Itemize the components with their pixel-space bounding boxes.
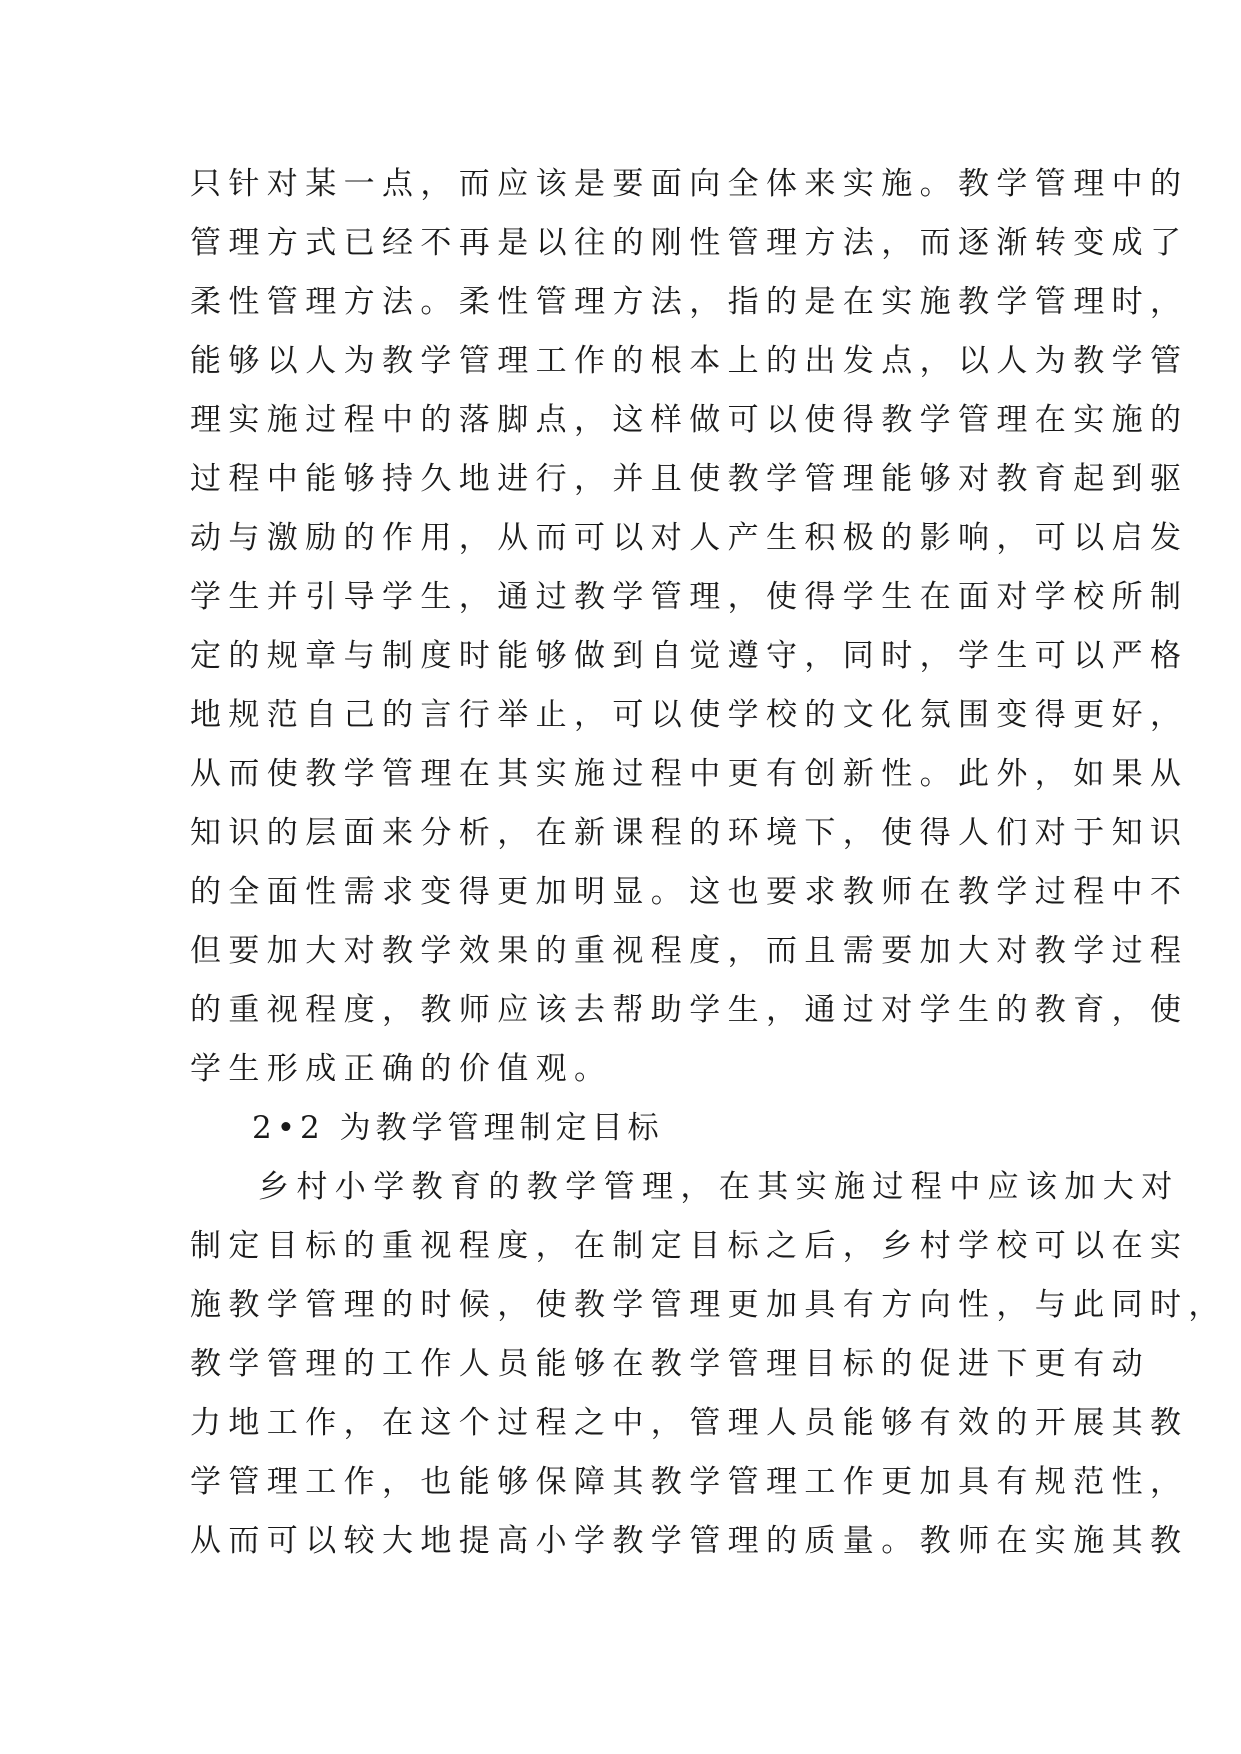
- paragraph-first-line: 乡村小学教育的教学管理，在其实施过程中应该加大对: [258, 1169, 1180, 1205]
- text-line: 理实施过程中的落脚点，这样做可以使得教学管理在实施的: [190, 402, 1189, 438]
- text-line: 过程中能够持久地进行，并且使教学管理能够对教育起到驱: [190, 461, 1189, 497]
- text-line: 制定目标的重视程度，在制定目标之后，乡村学校可以在实: [190, 1228, 1189, 1264]
- section-heading: 2•2 为教学管理制定目标: [252, 1110, 664, 1146]
- text-line: 柔性管理方法。柔性管理方法，指的是在实施教学管理时，: [190, 284, 1189, 320]
- text-line: 从而使教学管理在其实施过程中更有创新性。此外，如果从: [190, 756, 1189, 792]
- text-line: 但要加大对教学效果的重视程度，而且需要加大对教学过程: [190, 933, 1189, 969]
- text-line: 能够以人为教学管理工作的根本上的出发点，以人为教学管: [190, 343, 1189, 379]
- text-line: 知识的层面来分析，在新课程的环境下，使得人们对于知识: [190, 815, 1189, 851]
- text-line: 的全面性需求变得更加明显。这也要求教师在教学过程中不: [190, 874, 1189, 910]
- text-line: 的重视程度，教师应该去帮助学生，通过对学生的教育，使: [190, 992, 1189, 1028]
- text-line: 学管理工作，也能够保障其教学管理工作更加具有规范性，: [190, 1464, 1189, 1500]
- text-line: 管理方式已经不再是以往的刚性管理方法，而逐渐转变成了: [190, 225, 1189, 261]
- text-line: 学生并引导学生，通过教学管理，使得学生在面对学校所制: [190, 579, 1189, 615]
- text-line: 教学管理的工作人员能够在教学管理目标的促进下更有动: [190, 1346, 1150, 1382]
- text-line: 学生形成正确的价值观。: [190, 1051, 613, 1087]
- text-line: 定的规章与制度时能够做到自觉遵守，同时，学生可以严格: [190, 638, 1189, 674]
- text-line: 力地工作，在这个过程之中，管理人员能够有效的开展其教: [190, 1405, 1189, 1441]
- text-line: 从而可以较大地提高小学教学管理的质量。教师在实施其教: [190, 1523, 1189, 1559]
- text-line: 只针对某一点，而应该是要面向全体来实施。教学管理中的: [190, 166, 1189, 202]
- body-text: [190, 155, 1227, 1571]
- text-line: 施教学管理的时候，使教学管理更加具有方向性，与此同时，: [190, 1287, 1227, 1323]
- text-line: 地规范自己的言行举止，可以使学校的文化氛围变得更好，: [190, 697, 1189, 733]
- text-line: 动与激励的作用，从而可以对人产生积极的影响，可以启发: [190, 520, 1189, 556]
